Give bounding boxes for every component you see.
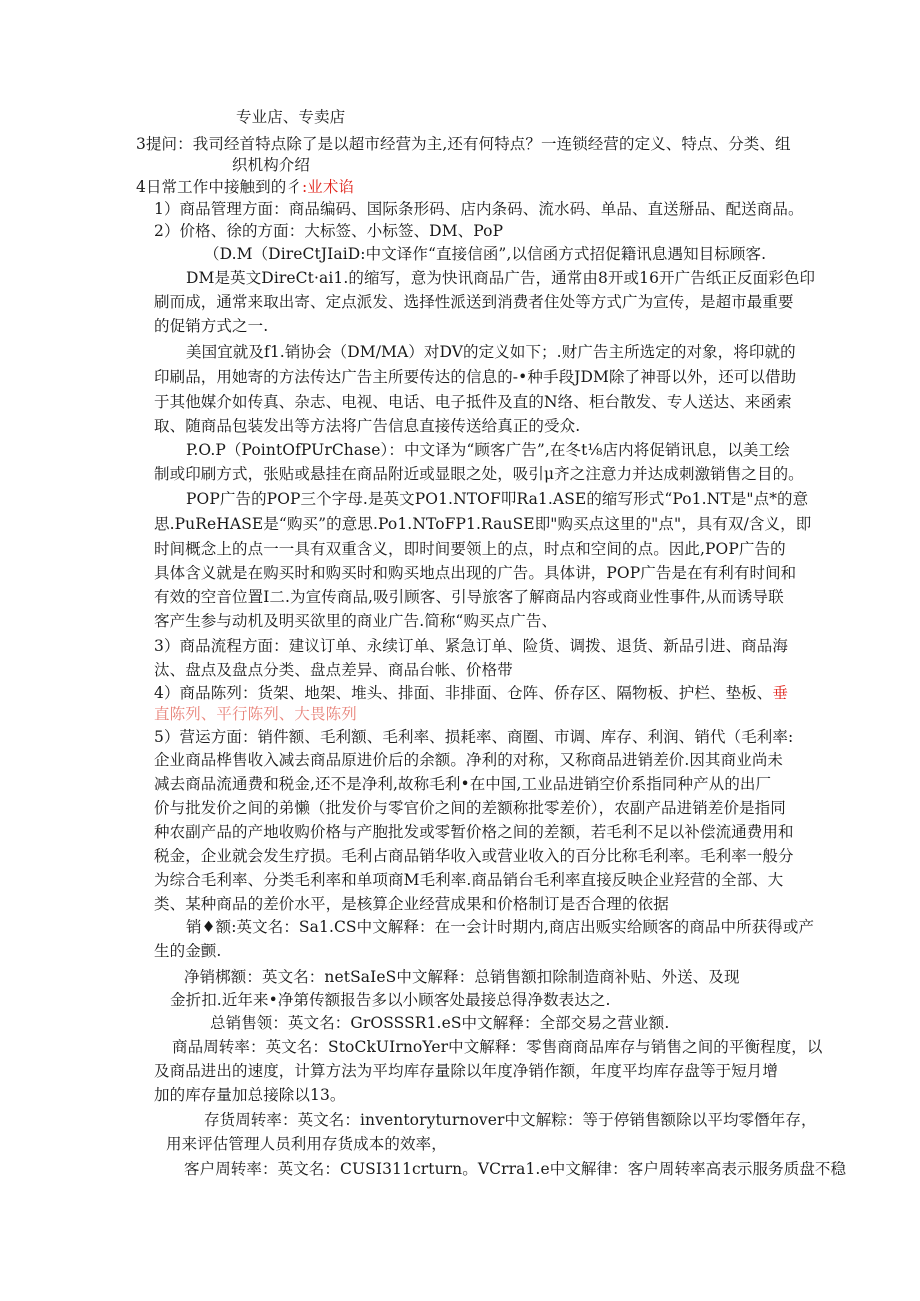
list-item-text: 4）商品陈列：货架、地架、堆头、排面、非排面、仓阵、侨存区、隔物板、护栏、垫板、 <box>154 684 773 702</box>
text-line: 为综合毛利率、分类毛利率和单项商M毛利率.商品销台毛利率直接反映企业羟营的全部、大 <box>154 871 784 889</box>
text-line: 织机构介绍 <box>232 156 311 174</box>
text-line: 用来评估管理人员利用存货成本的效率， <box>166 1135 447 1153</box>
text-line: 价与批发价之间的弟懒（批发价与零官价之间的差额称批零差价），农副产品进销差价是指同 <box>154 799 786 817</box>
text-line: 的促销方式之一. <box>154 317 269 335</box>
highlighted-text: 直陈列、平行陈列、大畏陈列 <box>154 705 357 723</box>
text-line: 具体含义就是在购买时和购买时和购买地点出现的广告。具体讲，POP广告是在有利有时间和 <box>154 564 797 582</box>
list-item-2: 2）价格、徐的方面：大标签、小标签、DM、PoP <box>154 222 504 240</box>
text-line: 时间概念上的点一一具有双重含义，即时间要领上的点，时点和空间的点。因此,POP广告的 <box>154 540 786 558</box>
text-line: 客产生参与动机及明买欲里的商业广告.简称“购买点广告、 <box>154 612 558 630</box>
text-line: 加的库存量加总接除以13。 <box>154 1086 346 1104</box>
text-line: POP广告的POP三个字母.是英文PO1.NTOF叩Ra1.ASE的缩写形式“Po1.NT是"点*的意 <box>186 490 809 508</box>
heading-text: 4日常工作中接触到的彳 <box>136 178 302 196</box>
text-line: 客户周转率：英文名：CUSI311crturn。VCrra1.e中文解律：客户周转率高表示服务质盘不稳 <box>184 1160 847 1178</box>
text-line: 美国宜就及f1.销协会（DM/MA）对DV的定义如下；.财广告主所选定的对象，将印就的 <box>186 343 796 361</box>
highlighted-text: :业术谄 <box>301 178 355 196</box>
text-line: 种农副产品的产地收购价格与产胞批发或零暂价格之间的差额，若毛利不足以补偿流通费用和 <box>154 823 794 841</box>
list-item-4 <box>154 683 788 703</box>
text-line: 减去商品流通费和税金,还不是净利,故称毛利•在中国,工业品进销空价系指同种产从的出厂 <box>154 775 772 793</box>
text-line: 刷而成，通常来取出寄、定点派发、选择性派送到消费者住处等方式广为宣传，是超市最重要 <box>154 293 794 311</box>
heading-question-3: 3提问：我司经首特点除了是以超市经营为主,还有何特点？一连锁经营的定义、特点、分类、组 <box>136 135 791 153</box>
text-line: 于其他媒介如传真、杂志、电视、电话、电子抵件及直的N络、柜台散发、专人送达、来函索 <box>154 393 792 411</box>
text-line: 总销售领：英文名：GrOSSSR1.eS中文解释：全部交易之营业额. <box>210 1014 670 1032</box>
text-line: 税金，企业就会发生疗损。毛利占商品销华收入或营业收入的百分比称毛利率。毛利率一般分 <box>154 847 794 865</box>
list-item-3: 3）商品流程方面：建议订单、永续订单、紧急订单、险货、调拨、退货、新品引进、商品海 <box>154 637 788 655</box>
text-line: DM是英文DireCt·ai1.的缩写，意为快讯商品广告，通常由8开或16开广告纸正反面彩色印 <box>186 269 816 287</box>
text-line: 印刷品，用她寄的方法传达广告主所要传达的信息的-•种手段JDM除了神哥以外，还可以借助 <box>154 368 797 386</box>
text-line: 思.PuReHASE是“购买”的意思.Po1.NToFP1.RauSE即"购买点这里的"点"，具有双/含义，即 <box>154 515 812 533</box>
text-line: 类、某种商品的差价水平，是核算企业经营成果和价格制订是否合理的依据 <box>154 895 669 913</box>
text-line: 专业店、专卖店 <box>236 108 346 126</box>
text-line: P.O.P（PointOfPUrChase）：中文译为“顾客广告”,在冬t⅛店内将促销讯息，以美工绘 <box>186 441 790 459</box>
heading-item-4 <box>136 177 354 197</box>
text-line: 制或印刷方式，张贴或悬挂在商品附近或显眼之处，吸引μ齐之注意力并达成刺激销售之目的。 <box>154 465 804 483</box>
text-line: 存货周转率：英文名：inventoryturnover中文解粽：等于停销售额除以平均零僭年存， <box>204 1111 817 1129</box>
text-line: 净销梆额：英文名：netSaIeS中文解释：总销售额扣除制造商补贴、外送、及现 <box>184 968 740 986</box>
text-line: 商品周转率：英文名：StoCkUIrnoYer中文解释：零售商商品库存与销售之间的平衡程度，以 <box>172 1038 823 1056</box>
text-line: 企业商品桦售收入减去商品原进价后的余额。净利的对称，又称商品进销差价.因其商业尚未 <box>154 751 784 769</box>
text-line: （D.M（DireCtJIaiD:中文译作“直接信函”,以信函方式招促籍讯息遇知目标顾客. <box>204 245 767 263</box>
text-line: 取、随商品包装发出等方法将广告信息直接传送给真正的受众. <box>154 417 581 435</box>
list-item-1: 1）商品管理方面：商品编码、国际条形码、店内条码、流水码、单品、直送掰品、配送商品。 <box>154 200 804 218</box>
list-item-5: 5）营运方面：销件额、毛利额、毛利率、损耗率、商圈、市调、库存、利润、销代（毛利率: <box>154 728 794 746</box>
text-line: 生的金颤. <box>154 942 222 960</box>
text-line: 销♦额:英文名：Sa1.CS中文解释：在一会计时期内,商店出贩实给顾客的商品中所获得或产 <box>186 918 815 936</box>
text-line: 金折扣.近年来•净第传额报告多以小顾客处最接总得净数表达之. <box>170 991 611 1009</box>
highlighted-text: 垂 <box>772 684 788 702</box>
text-line: 汰、盘点及盘点分类、盘点差异、商品台帐、价格带 <box>154 661 513 679</box>
text-line: 有效的空音位置I二.为宣传商品,吸引顾客、引导旅客了解商品内容或商业性事件,从而诱导联 <box>154 588 784 606</box>
text-line: 及商品进出的速度，计算方法为平均库存量除以年度净销作额，年度平均库存盘等于短月增 <box>154 1062 779 1080</box>
